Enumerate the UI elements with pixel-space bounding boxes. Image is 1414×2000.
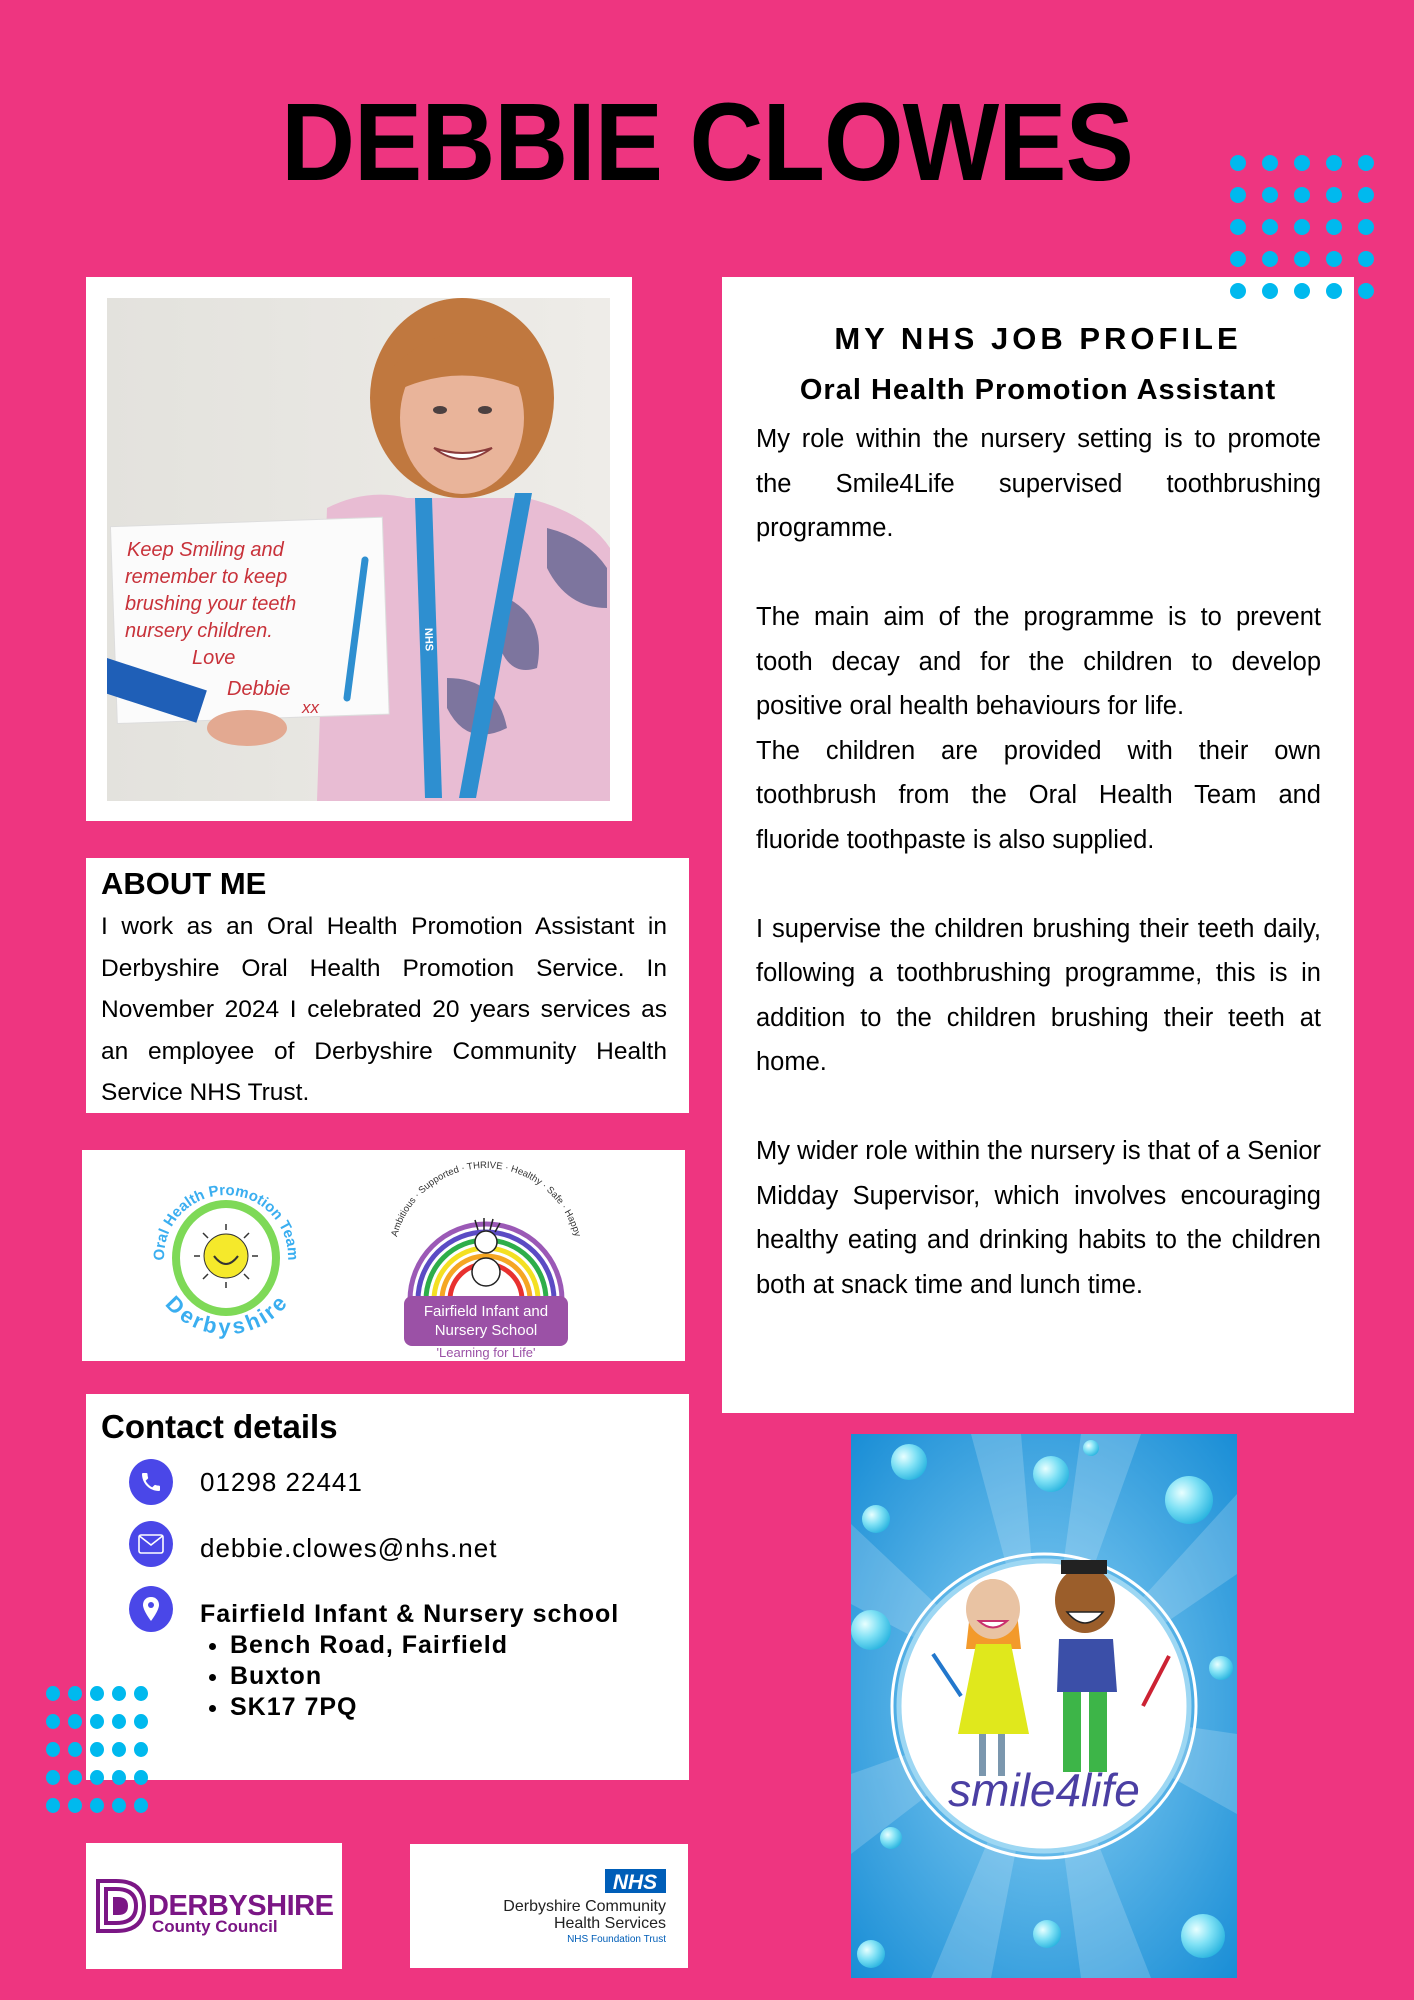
decorative-dot [1230, 187, 1246, 203]
decorative-dot [1230, 283, 1246, 299]
decorative-dot [1262, 155, 1278, 171]
address-line: • SK17 7PQ [230, 1692, 619, 1723]
decorative-dot [134, 1686, 148, 1701]
svg-text:Derbyshire Community: Derbyshire Community [503, 1898, 666, 1915]
decorative-dot [112, 1686, 126, 1701]
decorative-dot [1294, 155, 1310, 171]
contact-heading: Contact details [101, 1408, 338, 1445]
decorative-dot [1262, 283, 1278, 299]
oral-health-promotion-team-logo [151, 1182, 301, 1339]
decorative-dot [1358, 219, 1374, 235]
svg-text:xx: xx [302, 698, 319, 717]
decorative-dot [1262, 219, 1278, 235]
decorative-dot-grid-bottom-left [46, 1686, 148, 1813]
job-profile-body [756, 417, 1321, 1307]
svg-text:Health Services: Health Services [553, 1915, 666, 1932]
decorative-dot [68, 1714, 82, 1729]
decorative-dot-grid-top-right [1230, 155, 1374, 299]
decorative-dot [1326, 219, 1342, 235]
about-me-heading: ABOUT ME [101, 866, 267, 901]
decorative-dot [1230, 219, 1246, 235]
decorative-dot [134, 1798, 148, 1813]
decorative-dot [90, 1686, 104, 1701]
lanyard-text: NHS [422, 627, 435, 652]
decorative-dot [46, 1742, 60, 1757]
paragraph: My wider role within the nursery is that of a Senior Midday Supervisor, which involves encouraging healthy eating and drinking habits to the children both at snack time and lunch time. [756, 1137, 1321, 1299]
page-title: DEBBIE CLOWES [281, 81, 1133, 204]
decorative-dot [46, 1686, 60, 1701]
nhs-badge: NHS [612, 1871, 658, 1894]
svg-text:remember to keep: remember to keep [125, 566, 288, 588]
svg-text:Oral Health Promotion Team: Oral Health Promotion Team [150, 1181, 302, 1261]
paragraph: My role within the nursery setting is to promote the Smile4Life supervised toothbrushing programme. [756, 425, 1321, 542]
decorative-dot [68, 1742, 82, 1757]
paragraph: The children are provided with their own toothbrush from the Oral Health Team and fluoride toothpaste is also supplied. [756, 736, 1321, 854]
decorative-dot [112, 1714, 126, 1729]
partner-logos-panel [82, 1150, 685, 1361]
decorative-dot [1358, 283, 1374, 299]
email-address[interactable]: debbie.clowes@nhs.net [200, 1533, 498, 1563]
phone-number[interactable]: 01298 22441 [200, 1467, 363, 1497]
decorative-dot [1294, 283, 1310, 299]
decorative-dot [1326, 251, 1342, 267]
about-me-section [86, 858, 689, 1113]
address-block [200, 1599, 619, 1723]
decorative-dot [68, 1770, 82, 1785]
svg-text:Nursery School: Nursery School [434, 1322, 538, 1339]
decorative-dot [1358, 187, 1374, 203]
svg-text:Debbie: Debbie [227, 678, 291, 700]
svg-text:DERBYSHIRE: DERBYSHIRE [148, 1890, 334, 1922]
location-pin-icon [129, 1586, 173, 1632]
decorative-dot [1230, 155, 1246, 171]
decorative-dot [1294, 187, 1310, 203]
svg-text:Love: Love [192, 647, 236, 669]
decorative-dot [46, 1798, 60, 1813]
svg-text:Fairfield Infant and: Fairfield Infant and [423, 1303, 549, 1320]
about-me-text: I work as an Oral Health Promotion Assistant in Derbyshire Oral Health Promotion Service. In November 2024 I celebrated 20 years services as an employee of Derbyshire Community Health Service NHS Trust. [101, 913, 667, 1106]
address-title: Fairfield Infant & Nursery school [200, 1600, 620, 1628]
decorative-dot [46, 1770, 60, 1785]
decorative-dot [112, 1770, 126, 1785]
paragraph: I supervise the children brushing their teeth daily, following a toothbrushing programme, this is in addition to the children brushing their teeth at home. [756, 914, 1321, 1076]
contact-details-section [86, 1394, 689, 1780]
phone-icon [129, 1459, 173, 1505]
svg-text:Ambitious · Supported · THRIVE: Ambitious · Supported · THRIVE · Healthy · Safe · Happy [389, 1159, 583, 1238]
job-profile-heading: MY NHS JOB PROFILE [834, 321, 1242, 356]
profile-photo-frame [86, 277, 632, 821]
decorative-dot [90, 1714, 104, 1729]
decorative-dot [68, 1686, 82, 1701]
decorative-dot [134, 1770, 148, 1785]
svg-text:nursery children.: nursery children. [125, 620, 273, 642]
decorative-dot [1326, 155, 1342, 171]
svg-text:Keep Smiling and: Keep Smiling and [127, 539, 284, 561]
decorative-dot [1358, 251, 1374, 267]
svg-text:County Council: County Council [152, 1917, 278, 1936]
decorative-dot [46, 1714, 60, 1729]
svg-text:NHS Foundation Trust: NHS Foundation Trust [567, 1934, 666, 1945]
decorative-dot [1294, 251, 1310, 267]
decorative-dot [1358, 155, 1374, 171]
decorative-dot [1326, 187, 1342, 203]
smile4life-poster [851, 1434, 1237, 1978]
decorative-dot [1294, 219, 1310, 235]
decorative-dot [134, 1742, 148, 1757]
svg-text:brushing your teeth: brushing your teeth [125, 593, 297, 615]
decorative-dot [1230, 251, 1246, 267]
address-line: • Buxton [230, 1661, 619, 1692]
job-profile-section [722, 277, 1354, 1413]
decorative-dot [134, 1714, 148, 1729]
paragraph: The main aim of the programme is to prevent tooth decay and for the children to develop positive oral health behaviours for life. [756, 603, 1321, 720]
email-icon [129, 1521, 173, 1567]
decorative-dot [1262, 251, 1278, 267]
decorative-dot [68, 1798, 82, 1813]
decorative-dot [90, 1798, 104, 1813]
portrait-illustration [107, 298, 610, 801]
decorative-dot [90, 1742, 104, 1757]
profile-photo [107, 298, 610, 801]
decorative-dot [112, 1798, 126, 1813]
svg-text:Derbyshire: Derbyshire [160, 1290, 292, 1340]
derbyshire-county-council-logo [86, 1843, 342, 1969]
decorative-dot [90, 1770, 104, 1785]
decorative-dot [1326, 283, 1342, 299]
job-role-title: Oral Health Promotion Assistant [799, 374, 1277, 406]
address-line: • Bench Road, Fairfield [230, 1630, 619, 1661]
derbyshire-community-health-services-logo [410, 1844, 688, 1968]
decorative-dot [112, 1742, 126, 1757]
fairfield-school-logo [389, 1160, 583, 1360]
smile4life-logo-text: smile4life [948, 1764, 1140, 1816]
decorative-dot [1262, 187, 1278, 203]
svg-text:'Learning for Life': 'Learning for Life' [436, 1345, 536, 1360]
